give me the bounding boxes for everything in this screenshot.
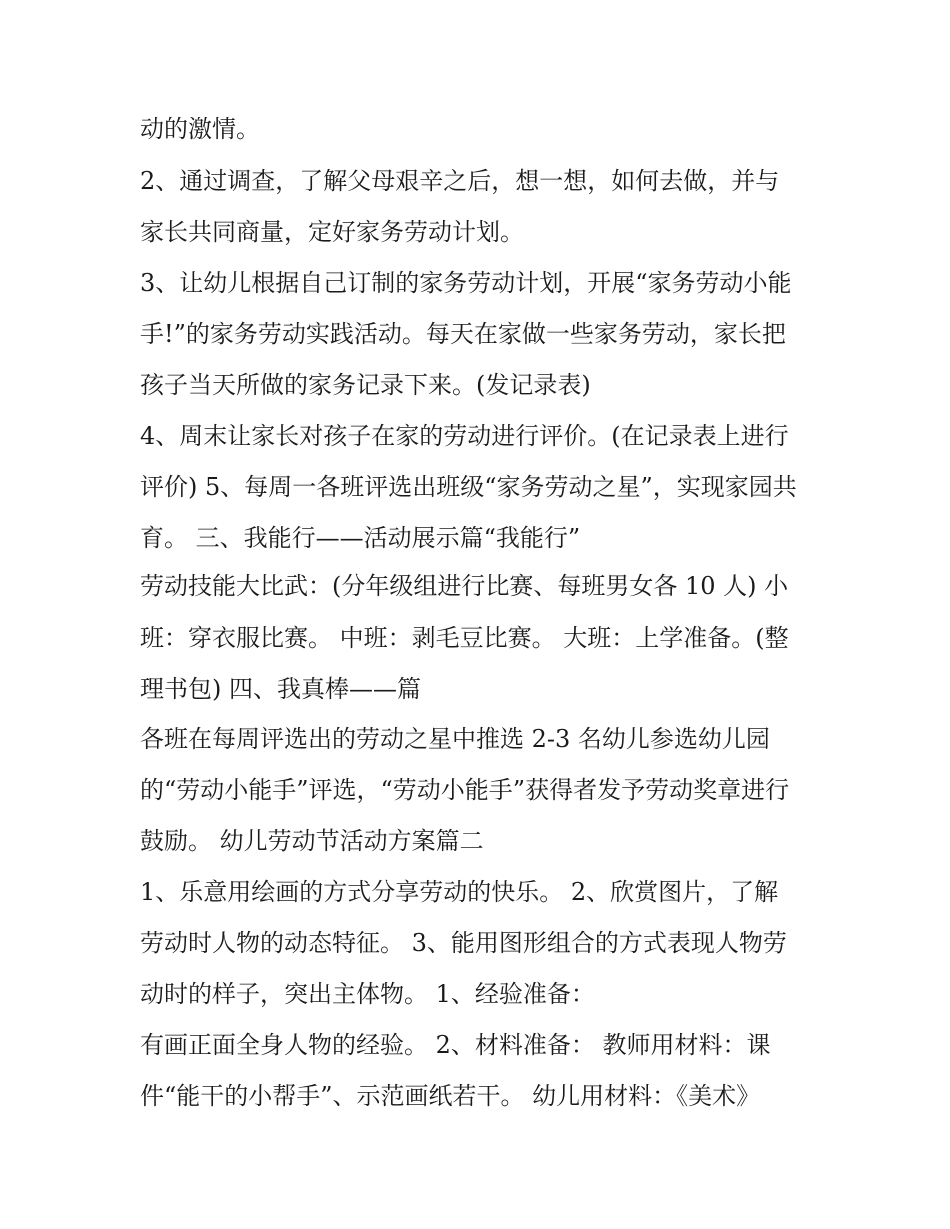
text-line: 动的激情。: [140, 115, 260, 143]
text-line: 孩子当天所做的家务记录下来。(发记录表): [140, 371, 591, 399]
text-line: 4、周末让家长对孩子在家的劳动进行评价。(在记录表上进行: [140, 422, 789, 450]
text-line: 的“劳动小能手”评选，“劳动小能手”获得者发予劳动奖章进行: [140, 776, 790, 804]
text-line: 手!”的家务劳动实践活动。每天在家做一些家务劳动，家长把: [140, 320, 786, 348]
text-line: 理书包) 四、我真棒——篇: [140, 675, 421, 703]
text-line: 鼓励。 幼儿劳动节活动方案篇二: [140, 827, 484, 855]
text-line: 有画正面全身人物的经验。 2、材料准备： 教师用材料：课: [140, 1031, 771, 1059]
text-line: 育。 三、我能行——活动展示篇“我能行”: [140, 524, 581, 552]
text-line: 件“能干的小帮手”、示范画纸若干。 幼儿用材料：《美术》: [140, 1082, 761, 1110]
text-line: 劳动时人物的动态特征。 3、能用图形组合的方式表现人物劳: [140, 929, 787, 957]
text-line: 家长共同商量，定好家务劳动计划。: [140, 218, 524, 246]
text-line: 动时的样子，突出主体物。 1、经验准备：: [140, 980, 595, 1008]
text-line: 3、让幼儿根据自己订制的家务劳动计划，开展“家务劳动小能: [140, 269, 792, 297]
text-line: 各班在每周评选出的劳动之星中推选 2-3 名幼儿参选幼儿园: [140, 725, 770, 753]
text-line: 1、乐意用绘画的方式分享劳动的快乐。 2、欣赏图片，了解: [140, 878, 779, 906]
text-line: 2、通过调查，了解父母艰辛之后，想一想，如何去做，并与: [140, 167, 780, 195]
text-line: 评价) 5、每周一各班评选出班级“家务劳动之星”，实现家园共: [140, 473, 797, 501]
text-line: 劳动技能大比武：(分年级组进行比赛、每班男女各 10 人) 小: [140, 572, 789, 600]
text-line: 班：穿衣服比赛。 中班：剥毛豆比赛。 大班：上学准备。(整: [140, 624, 789, 652]
